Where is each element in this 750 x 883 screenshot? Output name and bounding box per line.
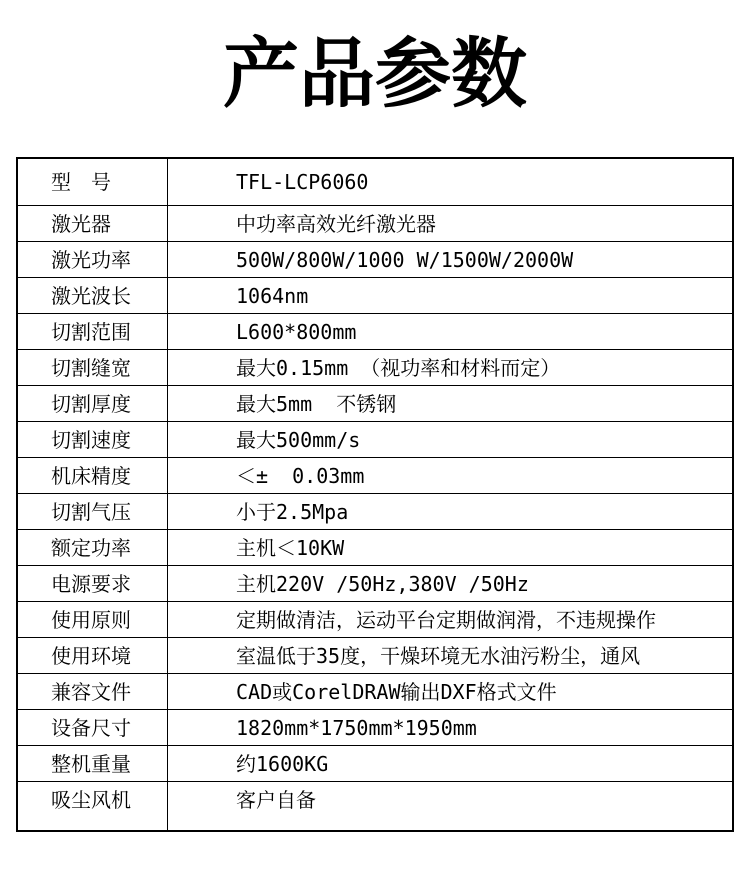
param-value-cell: 500W/800W/1000 W/1500W/2000W — [236, 247, 574, 272]
table-row — [18, 349, 732, 385]
param-value-cell: 定期做清洁，运动平台定期做润滑，不违规操作 — [236, 607, 656, 632]
param-label-cell: 切割速度 — [18, 422, 168, 457]
param-label-cell: 激光器 — [18, 206, 168, 241]
table-row — [18, 421, 732, 457]
table-row — [18, 673, 732, 709]
param-label-cell: 切割范围 — [18, 314, 168, 349]
param-value-cell: L600*800mm — [236, 319, 357, 344]
table-row — [18, 457, 732, 493]
param-label-cell: 激光功率 — [18, 242, 168, 277]
param-label-cell: 使用原则 — [18, 602, 168, 637]
table-row — [18, 601, 732, 637]
table-row — [18, 241, 732, 277]
param-value-cell: 最大500mm/s — [236, 427, 361, 452]
param-value-cell: 约1600KG — [236, 751, 329, 776]
table-row — [18, 637, 732, 673]
table-row — [18, 745, 732, 781]
table-row — [18, 781, 732, 830]
spec-table — [16, 157, 734, 832]
table-row — [18, 493, 732, 529]
param-value-cell: 1820mm*1750mm*1950mm — [236, 715, 477, 740]
table-row — [18, 277, 732, 313]
table-row — [18, 529, 732, 565]
param-label-cell: 使用环境 — [18, 638, 168, 673]
table-row — [18, 313, 732, 349]
param-label-cell: 机床精度 — [18, 458, 168, 493]
param-label-cell: 设备尺寸 — [18, 710, 168, 745]
param-label-cell: 电源要求 — [18, 566, 168, 601]
param-label-cell: 切割缝宽 — [18, 350, 168, 385]
param-label-cell: 整机重量 — [18, 746, 168, 781]
param-value-cell: 1064nm — [236, 283, 309, 308]
table-row — [18, 565, 732, 601]
param-label-cell: 吸尘风机 — [18, 782, 168, 830]
param-label-cell: 型 号 — [18, 159, 168, 205]
param-value-cell: CAD或CorelDRAW输出DXF格式文件 — [236, 679, 557, 704]
param-value-cell: 中功率高效光纤激光器 — [236, 211, 436, 236]
param-label-cell: 额定功率 — [18, 530, 168, 565]
table-row — [18, 385, 732, 421]
page-title: 产品参数 — [223, 29, 527, 118]
table-row — [18, 159, 732, 205]
param-value-cell: 最大0.15mm （视功率和材料而定） — [236, 355, 561, 380]
param-label-cell: 切割气压 — [18, 494, 168, 529]
param-value-cell: 室温低于35度，干燥环境无水油污粉尘，通风 — [236, 643, 641, 668]
param-value-cell: 客户自备 — [236, 788, 316, 812]
param-label-cell: 兼容文件 — [18, 674, 168, 709]
param-value-cell: 主机220V /50Hz,380V /50Hz — [236, 571, 529, 596]
param-value-cell: TFL-LCP6060 — [236, 170, 369, 194]
param-value-cell: ＜± 0.03mm — [236, 463, 365, 488]
table-row — [18, 205, 732, 241]
param-label-cell: 激光波长 — [18, 278, 168, 313]
table-row — [18, 709, 732, 745]
param-value-cell: 最大5mm 不锈钢 — [236, 391, 397, 416]
param-value-cell: 主机＜10KW — [236, 535, 345, 560]
param-label-cell: 切割厚度 — [18, 386, 168, 421]
param-value-cell: 小于2.5Mpa — [236, 499, 349, 524]
